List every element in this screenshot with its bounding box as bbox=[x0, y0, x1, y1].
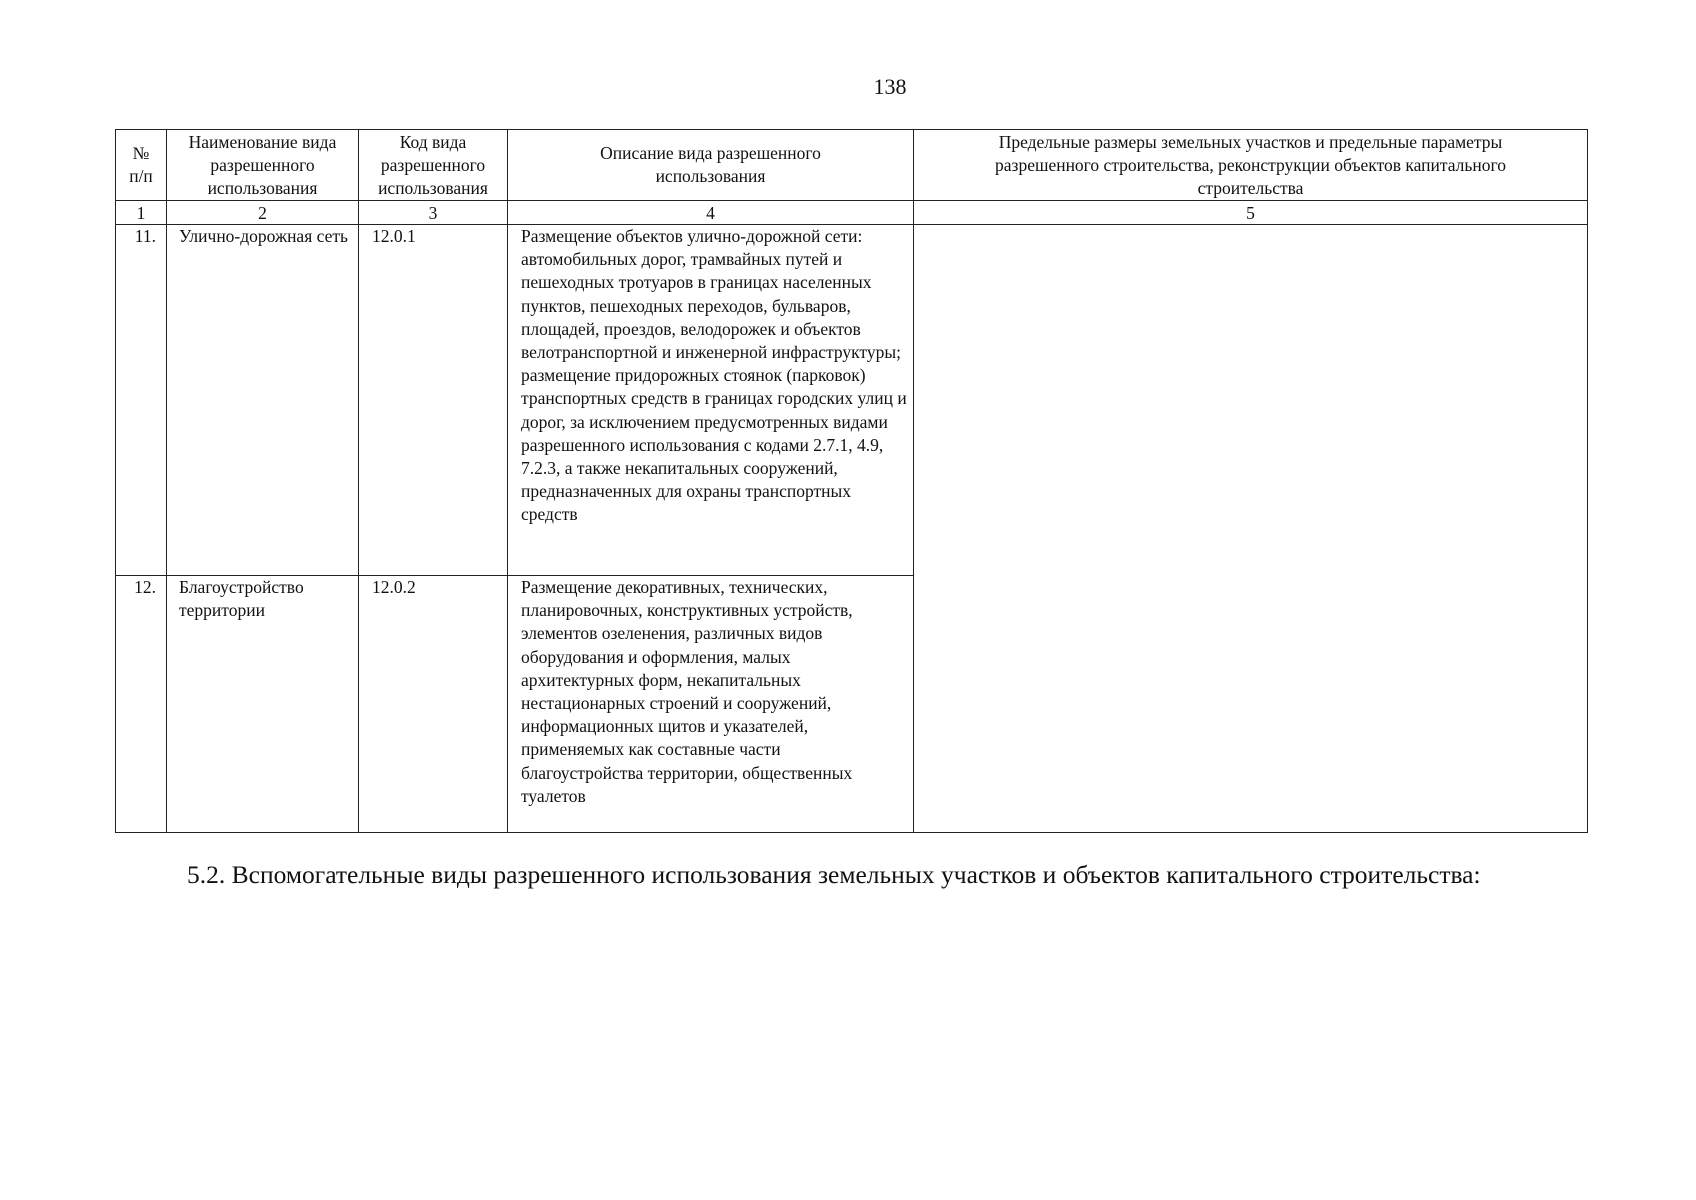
header-use-name: Наименование вида разрешенного использования bbox=[167, 130, 359, 201]
row-use-description: Размещение объектов улично-дорожной сети: автомобильных дорог, трамвайных путей и пешеходных тротуаров в границах населенных пунктов, пешеходных переходов, бульваров, площадей, проездов, велодорожек и объектов велотранспортной и инженерной инфраструктуры; размещение придорожных стоянок (парковок) транспортных средств в границах городских улиц и дорог, за исключением предусмотренных видами разрешенного использования с кодами 2.7.1, 4.9, 7.2.3, а также некапитальных сооружений, предназначенных для охраны транспортных средств bbox=[508, 225, 914, 576]
row-use-code: 12.0.2 bbox=[359, 576, 508, 833]
table-header-row bbox=[116, 130, 1588, 201]
header-use-description: Описание вида разрешенного использования bbox=[508, 130, 914, 201]
permitted-use-table bbox=[115, 129, 1588, 833]
page-number: 138 bbox=[873, 74, 907, 99]
column-number-5: 5 bbox=[914, 201, 1588, 225]
column-number-3: 3 bbox=[359, 201, 508, 225]
row-use-name: Благоустройство территории bbox=[167, 576, 359, 833]
column-number-row bbox=[116, 201, 1588, 225]
column-number-2: 2 bbox=[167, 201, 359, 225]
row-number: 11. bbox=[116, 225, 167, 576]
row-use-name: Улично-дорожная сеть bbox=[167, 225, 359, 576]
header-use-code: Код вида разрешенного использования bbox=[359, 130, 508, 201]
row-use-description: Размещение декоративных, технических, планировочных, конструктивных устройств, элементов озеленения, различных видов оборудования и оформления, малых архитектурных форм, некапитальных нестационарных строений и сооружений, информационных щитов и указателей, применяемых как составные части благоустройства территории, общественных туалетов bbox=[508, 576, 914, 833]
column-number-1: 1 bbox=[116, 201, 167, 225]
row-limit-parameters bbox=[914, 225, 1588, 833]
header-limit-parameters: Предельные размеры земельных участков и предельные параметры разрешенного строительства, реконструкции объектов капитального строительства bbox=[914, 130, 1588, 201]
row-number: 12. bbox=[116, 576, 167, 833]
paragraph-text: 5.2. Вспомогательные виды разрешенного использования земельных участков и объектов капитального строительства: bbox=[187, 860, 1481, 889]
section-paragraph bbox=[115, 858, 1587, 891]
column-number-4: 4 bbox=[508, 201, 914, 225]
table-row bbox=[116, 225, 1588, 576]
row-use-code: 12.0.1 bbox=[359, 225, 508, 576]
header-number: № п/п bbox=[116, 130, 167, 201]
